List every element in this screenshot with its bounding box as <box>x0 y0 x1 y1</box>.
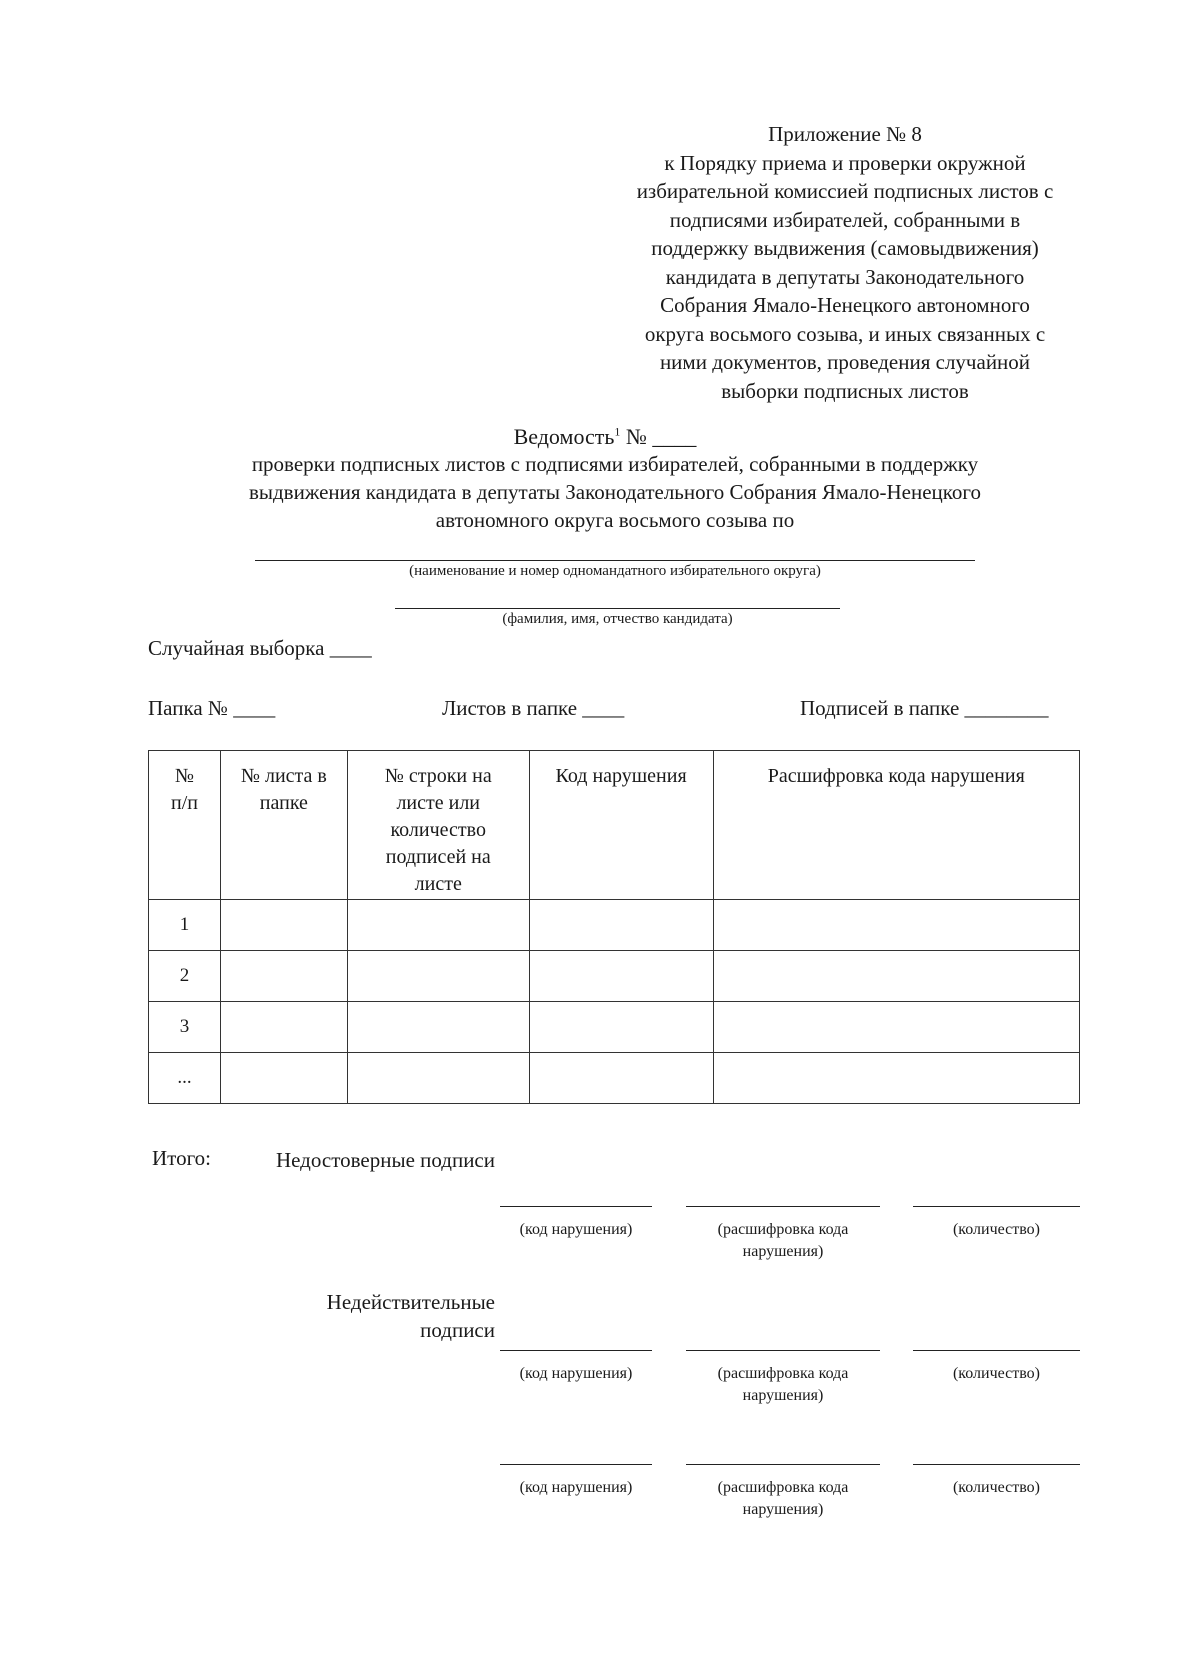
col-header-violation-code: Код нарушения <box>529 751 713 900</box>
invalid-count-line[interactable] <box>913 1350 1080 1351</box>
signatures-in-folder-label: Подписей в папке ________ <box>800 696 1049 720</box>
appendix-line: выборки подписных листов <box>721 378 969 403</box>
extra-code-line[interactable] <box>500 1464 652 1465</box>
candidate-fill-line[interactable] <box>395 608 840 609</box>
random-sample-label: Случайная выборка ____ <box>148 636 372 660</box>
table-cell[interactable] <box>220 1002 347 1053</box>
appendix-line: избирательной комиссией подписных листов с <box>636 179 1054 203</box>
table-cell[interactable] <box>713 1002 1080 1053</box>
invalid-decoding-line[interactable] <box>686 1350 880 1351</box>
table-cell[interactable] <box>347 1002 529 1053</box>
appendix-line: Приложение № 8 <box>768 122 922 146</box>
caption-count: (количество) <box>952 1221 1041 1238</box>
col-header-sheet: № листа в папке <box>220 751 347 900</box>
candidate-hint: (фамилия, имя, отчество кандидата) <box>502 611 733 627</box>
document-title <box>0 424 1200 450</box>
extra-decoding-line[interactable] <box>686 1464 880 1465</box>
district-fill-line[interactable] <box>255 560 975 561</box>
appendix-line: Собрания Ямало-Ненецкого автономного <box>660 293 1030 317</box>
table-cell[interactable] <box>713 900 1080 951</box>
subtitle-line: проверки подписных листов с подписями избирателей, собранными в поддержку <box>251 452 979 476</box>
row-number: 2 <box>149 951 221 1002</box>
footnote-mark: 1 <box>614 424 621 439</box>
appendix-line: подписями избирателей, собранными в <box>669 207 1021 232</box>
title-word: Ведомость <box>513 424 615 449</box>
appendix-line: кандидата в депутаты Законодательного <box>665 264 1025 289</box>
table-cell[interactable] <box>713 1053 1080 1104</box>
col-header-number: № п/п <box>149 751 221 900</box>
table-cell[interactable] <box>220 951 347 1002</box>
subtitle-line: автономного округа восьмого созыва по <box>435 508 795 532</box>
table-row <box>149 1002 1080 1053</box>
appendix-line: ними документов, проведения случайной <box>659 350 1031 374</box>
caption-count: (количество) <box>952 1365 1041 1382</box>
caption-code: (код нарушения) <box>519 1221 633 1238</box>
caption-code: (код нарушения) <box>519 1479 633 1496</box>
table-cell[interactable] <box>529 900 713 951</box>
subtitle-line: выдвижения кандидата в депутаты Законодательного Собрания Ямало-Ненецкого <box>248 480 982 504</box>
district-hint: (наименование и номер одномандатного избирательного округа) <box>409 563 821 579</box>
table-cell[interactable] <box>529 1053 713 1104</box>
caption-decoding: (расшифровка кода нарушения) <box>717 1479 849 1518</box>
col-header-violation-decoding: Расшифровка кода нарушения <box>713 751 1080 900</box>
table-cell[interactable] <box>529 1002 713 1053</box>
unreliable-decoding-line[interactable] <box>686 1206 880 1207</box>
table-cell[interactable] <box>220 900 347 951</box>
table-header-row <box>149 751 1080 900</box>
appendix-note <box>600 120 1090 405</box>
unreliable-signatures-label: Недостоверные подписи <box>275 1148 495 1172</box>
unreliable-count-line[interactable] <box>913 1206 1080 1207</box>
folder-number-label: Папка № ____ <box>148 696 276 720</box>
caption-decoding: (расшифровка кода нарушения) <box>717 1221 849 1260</box>
sheets-in-folder-label: Листов в папке ____ <box>442 696 625 720</box>
table-cell[interactable] <box>347 1053 529 1104</box>
invalid-code-line[interactable] <box>500 1350 652 1351</box>
table-cell[interactable] <box>713 951 1080 1002</box>
appendix-line: поддержку выдвижения (самовыдвижения) <box>651 236 1039 260</box>
row-number: ... <box>149 1053 221 1104</box>
document-subtitle <box>150 450 1080 534</box>
caption-code: (код нарушения) <box>519 1365 633 1382</box>
appendix-line: к Порядку приема и проверки окружной <box>664 150 1026 175</box>
row-number: 3 <box>149 1002 221 1053</box>
table-cell[interactable] <box>220 1053 347 1104</box>
invalid-signatures-label: Недействительные подписи <box>326 1290 495 1342</box>
extra-count-line[interactable] <box>913 1464 1080 1465</box>
table-cell[interactable] <box>529 951 713 1002</box>
totals-label: Итого: <box>152 1146 211 1170</box>
caption-count: (количество) <box>952 1479 1041 1496</box>
title-number: № ____ <box>625 424 697 449</box>
table-row <box>149 900 1080 951</box>
caption-decoding: (расшифровка кода нарушения) <box>717 1365 849 1404</box>
unreliable-code-line[interactable] <box>500 1206 652 1207</box>
table-row <box>149 951 1080 1002</box>
col-header-line: № строки на листе или количество подписей на листе <box>347 751 529 900</box>
table-cell[interactable] <box>347 951 529 1002</box>
table-cell[interactable] <box>347 900 529 951</box>
appendix-line: округа восьмого созыва, и иных связанных с <box>644 321 1046 346</box>
row-number: 1 <box>149 900 221 951</box>
check-table <box>148 750 1080 1104</box>
table-row <box>149 1053 1080 1104</box>
